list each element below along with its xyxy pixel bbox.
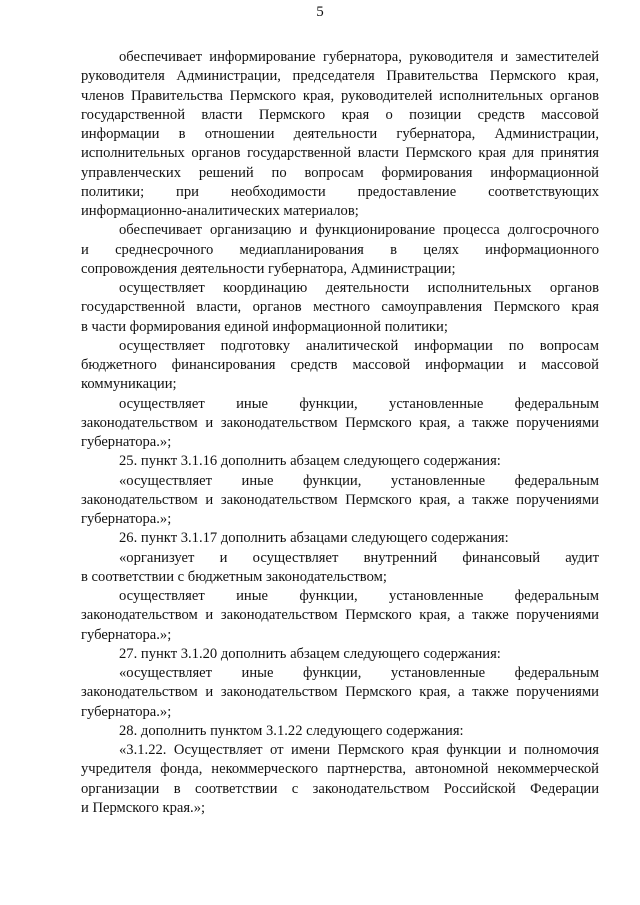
text-line: управленческих решений по вопросам формирования информационной bbox=[81, 164, 599, 181]
text-line: законодательством и законодательством Пермского края, а также поручениями bbox=[81, 491, 599, 508]
text-line: государственной власти, органов местного самоуправления Пермского края bbox=[81, 299, 599, 316]
text-line: законодательством и законодательством Пермского края, а также поручениями bbox=[81, 684, 599, 701]
text-line: 26. пункт 3.1.17 дополнить абзацами следующего содержания: bbox=[119, 530, 509, 547]
text-line: губернатора.»; bbox=[81, 511, 172, 527]
text-line: учредителя фонда, некоммерческого партнерства, автономной некоммерческой bbox=[81, 761, 599, 778]
text-line: и среднесрочного медиапланирования в целях информационного bbox=[81, 241, 599, 258]
text-line: информации в отношении деятельности губернатора, Администрации, bbox=[81, 126, 599, 142]
text-line: осуществляет координацию деятельности исполнительных органов bbox=[119, 280, 599, 296]
text-line: коммуникации; bbox=[81, 376, 177, 393]
text-line: организации в соответствии с законодательством Российской Федерации bbox=[81, 780, 599, 797]
page-number: 5 bbox=[316, 4, 324, 20]
text-line: сопровождения деятельности губернатора, Администрации; bbox=[81, 260, 456, 277]
text-line: 27. пункт 3.1.20 дополнить абзацем следующего содержания: bbox=[119, 645, 501, 662]
text-line: и Пермского края.»; bbox=[81, 799, 206, 816]
text-line: исполнительных органов государственной власти Пермского края для принятия bbox=[81, 145, 599, 162]
text-line: осуществляет иные функции, установленные федеральным bbox=[119, 588, 599, 604]
text-line: «организует и осуществляет внутренний финансовый аудит bbox=[119, 549, 599, 566]
text-line: «осуществляет иные функции, установленные федеральным bbox=[119, 665, 599, 681]
text-line: государственной власти Пермского края о позиции средств массовой bbox=[81, 106, 599, 123]
text-line: бюджетного финансирования средств массовой информации и массовой bbox=[81, 357, 599, 373]
text-line: руководителя Администрации, председателя Правительства Пермского края, bbox=[81, 68, 599, 85]
text-line: информационно-аналитических материалов; bbox=[81, 203, 359, 219]
text-line: законодательством и законодательством Пермского края, а также поручениями bbox=[81, 607, 599, 624]
text-line: 25. пункт 3.1.16 дополнить абзацем следующего содержания: bbox=[119, 453, 501, 470]
text-line: в соответствии с бюджетным законодательством; bbox=[81, 568, 387, 585]
text-line: «осуществляет иные функции, установленные федеральным bbox=[119, 472, 599, 489]
text-line: «3.1.22. Осуществляет от имени Пермского края функции и полномочия bbox=[119, 742, 599, 758]
text-line: губернатора.»; bbox=[81, 434, 172, 450]
text-line: 28. дополнить пунктом 3.1.22 следующего содержания: bbox=[119, 722, 464, 739]
text-line: членов Правительства Пермского края, руководителей исполнительных органов bbox=[81, 87, 599, 104]
text-line: губернатора.»; bbox=[81, 703, 172, 720]
text-line: осуществляет подготовку аналитической информации по вопросам bbox=[119, 337, 599, 354]
text-line: законодательством и законодательством Пермского края, а также поручениями bbox=[81, 414, 599, 431]
text-line: обеспечивает организацию и функционирование процесса долгосрочного bbox=[119, 222, 599, 239]
text-line: в части формирования единой информационной политики; bbox=[81, 318, 448, 335]
text-line: губернатора.»; bbox=[81, 626, 172, 643]
text-line: осуществляет иные функции, установленные федеральным bbox=[119, 395, 599, 412]
text-line: обеспечивает информирование губернатора, руководителя и заместителей bbox=[119, 49, 599, 65]
text-line: политики; при необходимости предоставление соответствующих bbox=[81, 183, 599, 200]
document-body bbox=[81, 48, 599, 818]
